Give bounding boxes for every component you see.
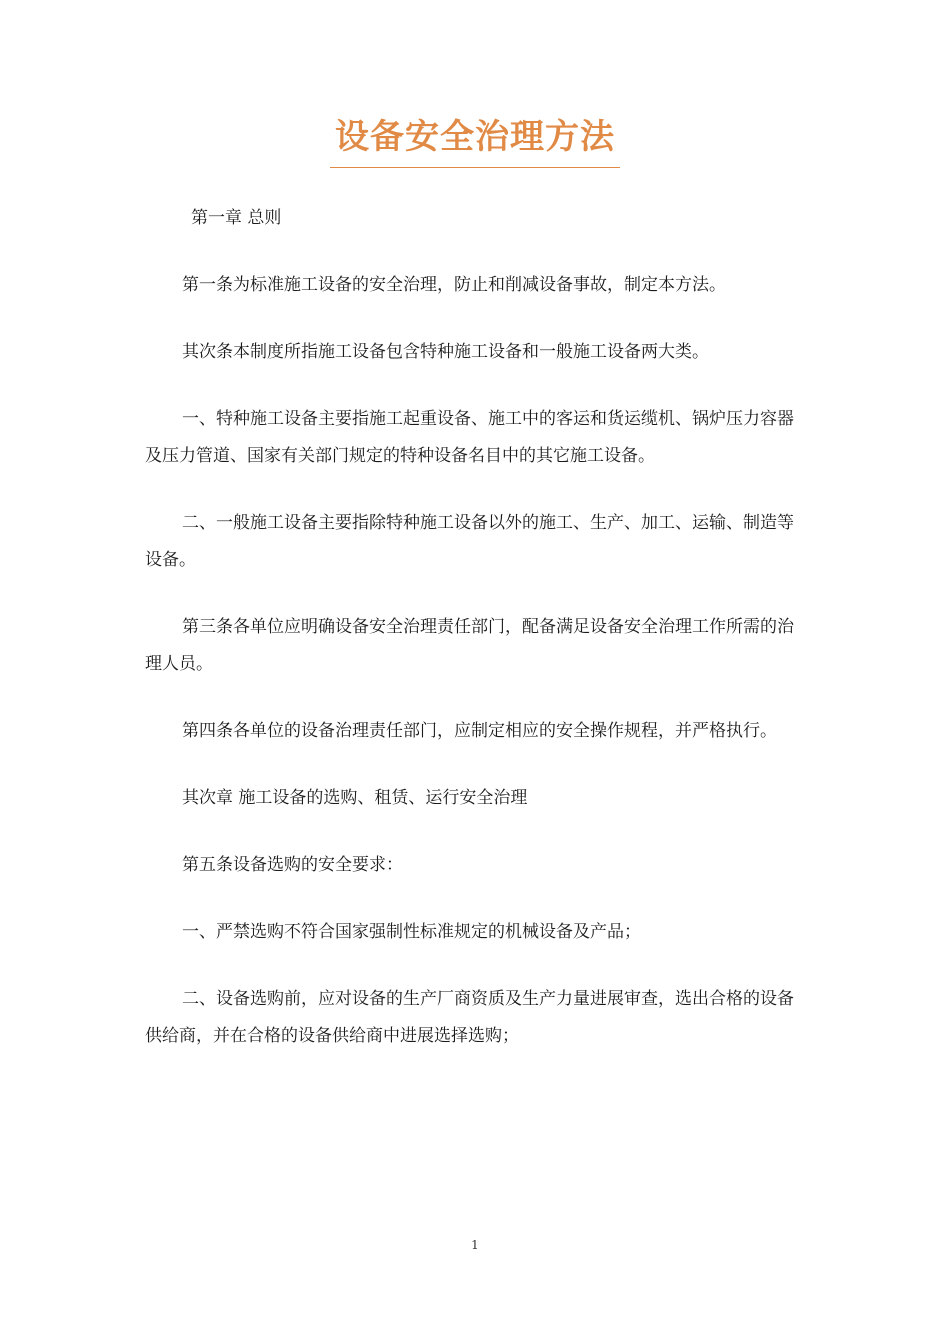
paragraph: 第三条各单位应明确设备安全治理责任部门，配备满足设备安全治理工作所需的治理人员。: [145, 617, 794, 674]
title-underline: [330, 167, 620, 168]
paragraph: 一、严禁选购不符合国家强制性标准规定的机械设备及产品；: [182, 922, 641, 942]
document-body: [145, 200, 810, 1085]
paragraph: 第四条各单位的设备治理责任部门，应制定相应的安全操作规程，并严格执行。: [182, 721, 777, 741]
paragraph: 一、特种施工设备主要指施工起重设备、施工中的客运和货运缆机、锅炉压力容器及压力管道、国家有关部门规定的特种设备名目中的其它施工设备。: [145, 409, 794, 466]
title-block: [330, 112, 620, 162]
chapter-heading: 其次章 施工设备的选购、租赁、运行安全治理: [182, 788, 528, 808]
paragraph: 第五条设备选购的安全要求：: [182, 855, 403, 875]
page-number: 1: [471, 1238, 479, 1252]
paragraph: 二、一般施工设备主要指除特种施工设备以外的施工、生产、加工、运输、制造等设备。: [145, 513, 794, 570]
paragraph: 二、设备选购前，应对设备的生产厂商资质及生产力量进展审查，选出合格的设备供给商，并在合格的设备供给商中进展选择选购；: [145, 989, 794, 1046]
paragraph: 其次条本制度所指施工设备包含特种施工设备和一般施工设备两大类。: [182, 342, 709, 362]
paragraph: 第一条为标准施工设备的安全治理，防止和削减设备事故，制定本方法。: [182, 275, 726, 295]
document-title: 设备安全治理方法: [335, 117, 615, 157]
chapter-heading: 第一章 总则: [191, 208, 282, 228]
